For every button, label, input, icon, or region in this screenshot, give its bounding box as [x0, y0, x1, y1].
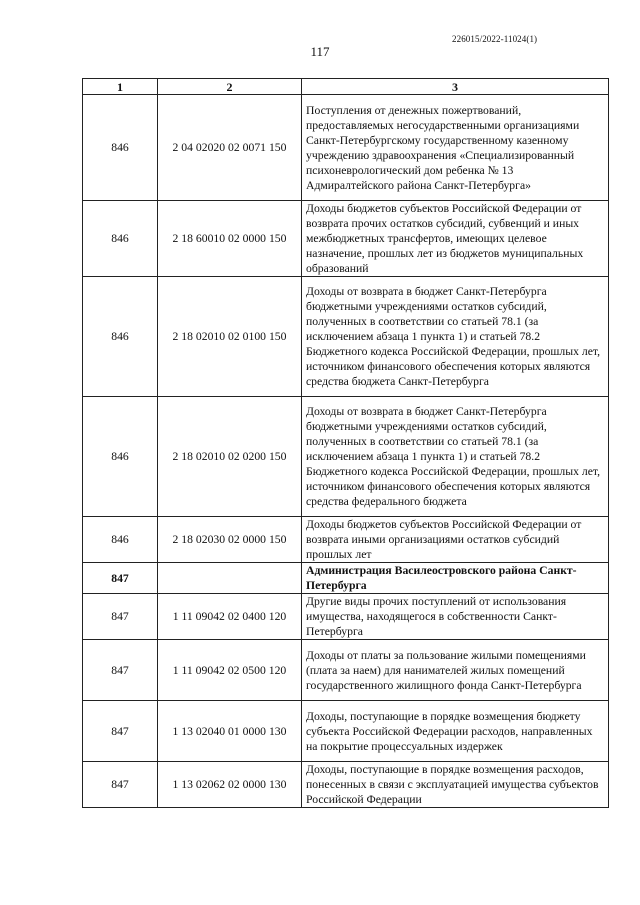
table-row [83, 640, 609, 701]
column-header-3: 3 [302, 79, 609, 95]
administrator-name-cell: Администрация Василеостровского района Санкт-Петербурга [302, 563, 609, 594]
revenue-code-cell [158, 563, 302, 594]
table-row [83, 95, 609, 201]
table-row [83, 397, 609, 517]
admin-code-cell: 847 [83, 594, 158, 640]
description-cell: Доходы бюджетов субъектов Российской Федерации от возврата иными организациями остатков субсидий прошлых лет [302, 517, 609, 563]
table-row [83, 594, 609, 640]
table-row [83, 517, 609, 563]
column-header-1: 1 [83, 79, 158, 95]
description-cell: Поступления от денежных пожертвований, предоставляемых негосударственными организациями Санкт-Петербургскому государственному казенному учреждению здравоохранения «Специализированный психоневрологический дом ребенка № 13 Адмиралтейского района Санкт-Петербурга» [302, 95, 609, 201]
admin-code-cell: 847 [83, 640, 158, 701]
revenue-code-cell: 1 13 02040 01 0000 130 [158, 701, 302, 762]
table-row [83, 277, 609, 397]
description-cell: Доходы бюджетов субъектов Российской Федерации от возврата прочих остатков субсидий, субвенций и иных межбюджетных трансфертов, имеющих целевое назначение, прошлых лет из бюджетов муниципальных образований [302, 201, 609, 277]
revenue-code-cell: 2 18 02010 02 0100 150 [158, 277, 302, 397]
revenue-code-cell: 2 18 02030 02 0000 150 [158, 517, 302, 563]
table-header-row [83, 79, 609, 95]
admin-code-cell: 847 [83, 701, 158, 762]
revenue-code-cell: 2 04 02020 02 0071 150 [158, 95, 302, 201]
admin-code-cell: 846 [83, 277, 158, 397]
table-row [83, 762, 609, 808]
document-id: 226015/2022-11024(1) [452, 34, 538, 44]
admin-code-cell: 846 [83, 95, 158, 201]
revenue-code-cell: 2 18 02010 02 0200 150 [158, 397, 302, 517]
table-row [83, 701, 609, 762]
description-cell: Доходы от возврата в бюджет Санкт-Петербурга бюджетными учреждениями остатков субсидий, полученных в соответствии со статьей 78.1 (за исключением абзаца 1 пункта 1) и статьей 78.2 Бюджетного кодекса Российской Федерации, прошлых лет, источником финансового обеспечения которых являются средства федерального бюджета [302, 397, 609, 517]
page-number: 117 [310, 44, 330, 59]
admin-code-cell: 846 [83, 201, 158, 277]
revenue-codes-table [82, 78, 609, 808]
admin-code-cell: 846 [83, 517, 158, 563]
column-header-2: 2 [158, 79, 302, 95]
description-cell: Другие виды прочих поступлений от использования имущества, находящегося в собственности Санкт-Петербурга [302, 594, 609, 640]
description-cell: Доходы, поступающие в порядке возмещения расходов, понесенных в связи с эксплуатацией имущества субъектов Российской Федерации [302, 762, 609, 808]
revenue-code-cell: 1 11 09042 02 0500 120 [158, 640, 302, 701]
table-row [83, 201, 609, 277]
revenue-code-cell: 1 13 02062 02 0000 130 [158, 762, 302, 808]
description-cell: Доходы от платы за пользование жилыми помещениями (плата за наем) для нанимателей жилых помещений государственного жилищного фонда Санкт-Петербурга [302, 640, 609, 701]
revenue-code-cell: 2 18 60010 02 0000 150 [158, 201, 302, 277]
description-cell: Доходы от возврата в бюджет Санкт-Петербурга бюджетными учреждениями остатков субсидий, полученных в соответствии со статьей 78.1 (за исключением абзаца 1 пункта 1) и статьей 78.2 Бюджетного кодекса Российской Федерации, прошлых лет, источником финансового обеспечения которых являются средства бюджета Санкт-Петербурга [302, 277, 609, 397]
revenue-code-cell: 1 11 09042 02 0400 120 [158, 594, 302, 640]
administrator-header-row [83, 563, 609, 594]
description-cell: Доходы, поступающие в порядке возмещения бюджету субъекта Российской Федерации расходов, направленных на покрытие процессуальных издержек [302, 701, 609, 762]
admin-code-cell: 846 [83, 397, 158, 517]
admin-code-cell: 847 [83, 762, 158, 808]
admin-code-cell: 847 [83, 563, 158, 594]
